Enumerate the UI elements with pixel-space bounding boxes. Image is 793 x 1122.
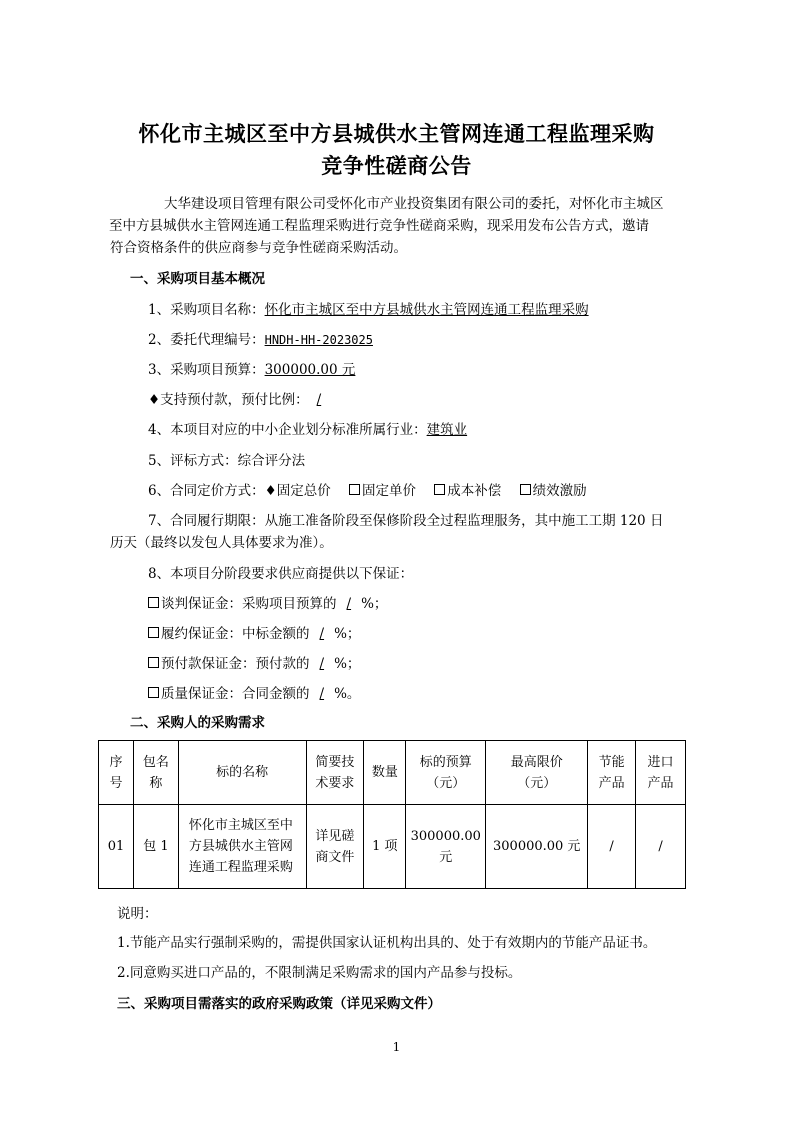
guarantee-negotiation xyxy=(148,593,387,615)
prepay-value: / xyxy=(316,392,322,408)
item6-pricing xyxy=(148,480,587,502)
section1-heading: 一、采购项目基本概况 xyxy=(130,271,265,287)
item7-line1: 7、合同履行期限：从施工准备阶段至保修阶段全过程监理服务，其中施工工期 120 日 xyxy=(148,513,664,529)
header-max-price: 最高限价 （元） xyxy=(486,741,588,805)
g1-value: / xyxy=(346,596,352,612)
guarantee-quality xyxy=(148,683,360,705)
header-budget: 标的预算 （元） xyxy=(406,741,486,805)
item7-line2: 历天（最终以发包人具体要求为准）。 xyxy=(110,535,333,551)
g2-unit: %； xyxy=(334,626,361,642)
intro-paragraph xyxy=(110,193,690,259)
cell-budget: 300000.00 元 xyxy=(406,805,486,889)
item5-evaluation: 5、评标方式：综合评分法 xyxy=(148,453,306,469)
checkbox-icon xyxy=(148,657,159,668)
guarantee-prepayment xyxy=(148,653,360,675)
checkbox-icon xyxy=(520,484,531,495)
cell-max-price: 300000.00 元 xyxy=(486,805,588,889)
item6-label: 6、合同定价方式： xyxy=(148,483,265,499)
table-header-row xyxy=(99,741,686,805)
cell-seq: 01 xyxy=(99,805,134,889)
notes-heading: 说明： xyxy=(117,906,158,922)
item4-value: 建筑业 xyxy=(426,422,468,438)
document-title-line1: 怀化市主城区至中方县城供水主管网连通工程监理采购 xyxy=(138,122,655,146)
item6-opt2: 固定单价 xyxy=(362,483,416,499)
item3-budget xyxy=(148,359,355,381)
guarantee-performance xyxy=(148,623,360,645)
g4-value: / xyxy=(319,686,325,702)
item2-agency-code xyxy=(148,329,373,351)
item6-opt1: ♦固定总价 xyxy=(264,483,331,499)
checkbox-icon xyxy=(434,484,445,495)
note-2: 2.同意购买进口产品的，不限制满足采购需求的国内产品参与投标。 xyxy=(117,965,522,981)
g4-label: 质量保证金：合同金额的 xyxy=(161,686,310,702)
g3-value: / xyxy=(319,656,325,672)
header-energy-saving: 节能 产品 xyxy=(588,741,636,805)
item1-project-name xyxy=(148,299,589,321)
header-tech-req: 简要技 术要求 xyxy=(306,741,364,805)
cell-package: 包 1 xyxy=(133,805,178,889)
note-1: 1.节能产品实行强制采购的，需提供国家认证机构出具的、处于有效期内的节能产品证书。 xyxy=(117,935,657,951)
header-seq: 序 号 xyxy=(99,741,134,805)
page-number: 1 xyxy=(392,1040,401,1054)
intro-line-1: 大华建设项目管理有限公司受怀化市产业投资集团有限公司的委托，对怀化市主城区 xyxy=(164,196,664,212)
document-title-line2: 竞争性磋商公告 xyxy=(321,154,472,178)
section3-heading: 三、采购项目需落实的政府采购政策（详见采购文件） xyxy=(117,996,441,1012)
item8-guarantee-intro: 8、本项目分阶段要求供应商提供以下保证： xyxy=(148,566,414,582)
g3-label: 预付款保证金：预付款的 xyxy=(161,656,310,672)
g1-unit: %； xyxy=(361,596,388,612)
g4-unit: %。 xyxy=(334,686,361,702)
cell-tech-req: 详见磋 商文件 xyxy=(306,805,364,889)
item6-opt3: 成本补偿 xyxy=(447,483,502,499)
procurement-requirements-table xyxy=(98,740,686,889)
prepay-label: ♦支持预付款，预付比例： xyxy=(148,392,309,408)
cell-energy-saving: / xyxy=(588,805,636,889)
item3-value: 300000.00 元 xyxy=(264,362,356,378)
checkbox-icon xyxy=(349,484,360,495)
cell-item-name: 怀化市主城区至中 方县城供水主管网 连通工程监理采购 xyxy=(178,805,306,889)
g3-unit: %； xyxy=(334,656,361,672)
item3-label: 3、采购项目预算： xyxy=(148,362,265,378)
item2-label: 2、委托代理编号： xyxy=(148,332,265,348)
header-quantity: 数量 xyxy=(364,741,406,805)
item4-industry xyxy=(148,419,467,441)
header-imported: 进口 产品 xyxy=(636,741,686,805)
prepay-line xyxy=(148,389,329,411)
section2-heading: 二、采购人的采购需求 xyxy=(130,715,265,731)
checkbox-icon xyxy=(148,627,159,638)
header-item-name: 标的名称 xyxy=(178,741,306,805)
item4-label: 4、本项目对应的中小企业划分标准所属行业： xyxy=(148,422,427,438)
item1-value: 怀化市主城区至中方县城供水主管网连通工程监理采购 xyxy=(264,302,589,318)
g2-value: / xyxy=(319,626,325,642)
header-package: 包名 称 xyxy=(133,741,178,805)
checkbox-icon xyxy=(148,687,159,698)
checkbox-icon xyxy=(148,597,159,608)
g2-label: 履约保证金：中标金额的 xyxy=(161,626,310,642)
intro-line-3: 符合资格条件的供应商参与竞争性磋商采购活动。 xyxy=(110,240,407,256)
intro-line-2: 至中方县城供水主管网连通工程监理采购进行竞争性磋商采购，现采用发布公告方式，邀请 xyxy=(109,218,649,234)
item6-opt4: 绩效激励 xyxy=(532,483,587,499)
item2-value: HNDH-HH-2023025 xyxy=(264,333,373,347)
item1-label: 1、采购项目名称： xyxy=(148,302,265,318)
g1-label: 谈判保证金：采购项目预算的 xyxy=(161,596,337,612)
table-row xyxy=(99,805,686,889)
cell-quantity: 1 项 xyxy=(364,805,406,889)
cell-imported: / xyxy=(636,805,686,889)
